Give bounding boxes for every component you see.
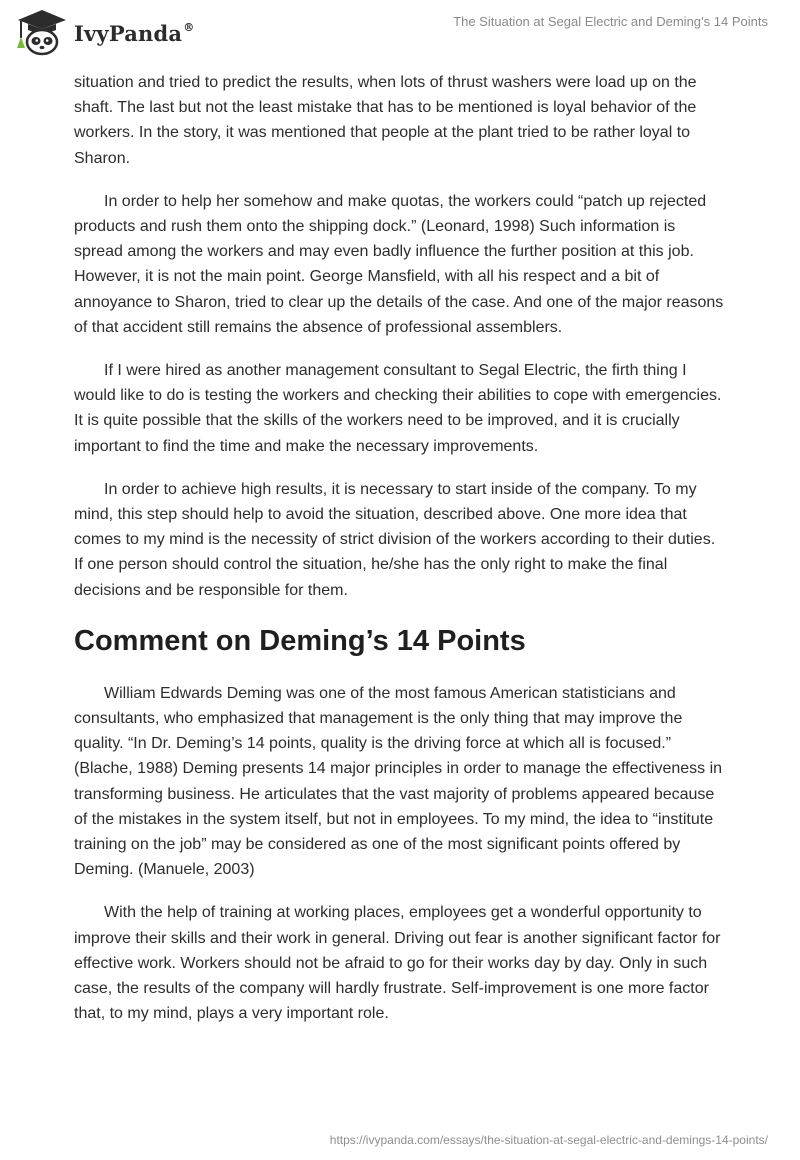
section-heading: Comment on Deming’s 14 Points xyxy=(74,624,526,657)
page-header xyxy=(0,0,800,70)
ivypanda-logo[interactable] xyxy=(14,8,194,56)
panda-graduation-cap-icon xyxy=(14,8,70,56)
logo-wordmark: IvyPanda® xyxy=(74,20,195,46)
document-title: The Situation at Segal Electric and Deming’s 14 Points xyxy=(453,14,768,29)
essay-body xyxy=(74,70,726,1045)
paragraph: In order to help her somehow and make quotas, the workers could “patch up rejected products and rush them onto the shipping dock.” (Leonard, 1998) Such information is spread among the workers and may even badly influence the further position at this job. However, it is not the main point. George Mansfield, with all his respect and a bit of annoyance to Sharon, tried to clear up the details of the case. And one of the major reasons of that accident still remains the absence of professional assemblers. xyxy=(74,192,724,336)
source-url[interactable]: https://ivypanda.com/essays/the-situation-at-segal-electric-and-demings-14-points/ xyxy=(329,1133,768,1147)
paragraph: In order to achieve high results, it is necessary to start inside of the company. To my mind, this step should help to avoid the situation, described above. One more idea that comes to my mind is the necessity of strict division of the workers according to their duties. If one person should control the situation, he/she has the only right to make the final decisions and be responsible for them. xyxy=(74,480,716,599)
paragraph: If I were hired as another management consultant to Segal Electric, the firth thing I would like to do is testing the workers and checking their abilities to cope with emergencies. It is quite possible that the skills of the workers need to be improved, and it is crucially important to find the time and make the necessary improvements. xyxy=(74,362,722,455)
paragraph: With the help of training at working places, employees get a wonderful opportunity to improve their skills and their work in general. Driving out fear is another significant factor for effective work. Workers should not be afraid to go for their works day by day. Only in such case, the results of the company will hardly frustrate. Self-improvement is one more factor that, to my mind, plays a very important role. xyxy=(74,904,721,1023)
paragraph: William Edwards Deming was one of the most famous American statisticians and consultants, who emphasized that management is the only thing that may improve the quality. “In Dr. Deming’s 14 points, quality is the driving force at which all is focused.” (Blache, 1988) Deming presents 14 major principles in order to manage the effectiveness in transforming business. He articulates that the vast majority of problems appeared because of the mistakes in the system itself, but not in employees. To my mind, the idea to “institute training on the job” may be considered as one of the most significant points offered by Deming. (Manuele, 2003) xyxy=(74,684,723,879)
registered-mark: ® xyxy=(183,20,195,34)
paragraph-continued: situation and tried to predict the results, when lots of thrust washers were load up on the shaft. The last but not the least mistake that has to be mentioned is loyal behavior of the workers. In the story, it was mentioned that people at the plant tried to be rather loyal to Sharon. xyxy=(74,74,697,167)
